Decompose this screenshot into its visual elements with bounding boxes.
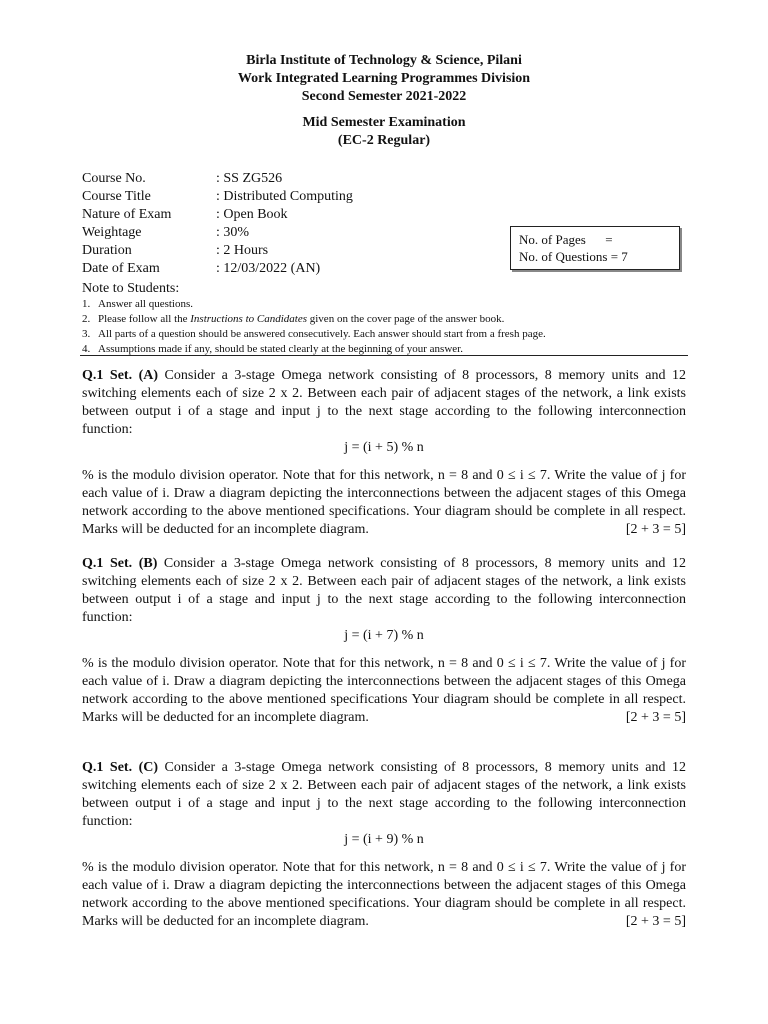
divider-line [80,355,688,356]
document-header [0,52,768,150]
question-body: % is the modulo division operator. Note that for this network, n = 8 and 0 ≤ i ≤ 7. Write the value of j for each value of i. Draw a diagram depicting the interconnections between the adjacent stages of this Omega network according to the above mentioned specifications. Your diagram should be complete in all respect. Marks will be deducted for an incomplete diagram. [82,468,686,537]
question-marks: [2 + 3 = 5] [625,710,686,725]
detail-value: : Distributed Computing [216,189,353,204]
institute-name: Birla Institute of Technology & Science, Pilani [246,53,522,68]
question-intro: Consider a 3-stage Omega network consisting of 8 processors, 8 memory units and 12 switching elements each of size 2 x 2. Between each pair of adjacent stages of the network, a link exists between output i of a stage and input j to the next stage according to the following interconnection function: [82,368,686,437]
detail-row [82,170,353,188]
question-set-b [82,555,686,727]
note-text-part: Answer all questions. [98,298,194,310]
pages-count: No. of Pages = [519,232,613,247]
detail-label: Weightage [82,225,142,240]
question-intro: Consider a 3-stage Omega network consisting of 8 processors, 8 memory units and 12 switching elements each of size 2 x 2. Between each pair of adjacent stages of the network, a link exists between output i of a stage and input j to the next stage according to the following interconnection function: [82,556,686,625]
question-set-a [82,367,686,539]
questions-count: No. of Questions = 7 [519,249,628,264]
note-number: 2. [82,313,91,325]
detail-label: Date of Exam [82,261,160,276]
question-formula: j = (i + 7) % n [344,628,424,643]
detail-row [82,260,353,278]
note-number: 1. [82,298,91,310]
semester: Second Semester 2021-2022 [301,89,467,104]
note-text-part: All parts of a question should be answered consecutively. Each answer should start from a fresh page. [98,328,546,340]
detail-label: Duration [82,243,132,258]
note-item [82,312,688,327]
detail-value: : SS ZG526 [216,171,283,186]
question-set-c [82,759,686,931]
division-name: Work Integrated Learning Programmes Division [237,71,531,86]
exam-details [82,170,353,278]
detail-value: : 2 Hours [216,243,269,258]
question-marks: [2 + 3 = 5] [625,522,686,537]
notes-title: Note to Students: [82,281,180,296]
pages-questions-box [510,226,680,270]
note-text [98,312,504,327]
note-item [82,327,688,342]
detail-value: : Open Book [216,207,288,222]
note-text [98,297,193,312]
exam-component: (EC-2 Regular) [337,133,431,148]
note-number: 3. [82,328,91,340]
detail-label: Nature of Exam [82,207,172,222]
detail-row [82,188,353,206]
question-formula: j = (i + 9) % n [344,832,424,847]
detail-row [82,242,353,260]
question-tag: Q.1 Set. (B) [82,556,158,571]
question-marks: [2 + 3 = 5] [625,914,686,929]
detail-label: Course No. [82,171,146,186]
question-formula: j = (i + 5) % n [344,440,424,455]
note-emphasis: Instructions to Candidates [190,313,307,325]
note-text-part: Assumptions made if any, should be stated clearly at the beginning of your answer. [98,343,463,355]
detail-value: : 30% [216,225,250,240]
question-body: % is the modulo division operator. Note that for this network, n = 8 and 0 ≤ i ≤ 7. Write the value of j for each value of i. Draw a diagram depicting the interconnections between the adjacent stages of this Omega network according to the above mentioned specifications. Your diagram should be complete in all respect. Marks will be deducted for an incomplete diagram. [82,860,686,929]
question-body: % is the modulo division operator. Note that for this network, n = 8 and 0 ≤ i ≤ 7. Write the value of j for each value of i. Draw a diagram depicting the interconnections between the adjacent stages of this Omega network according to the above mentioned specifications Your diagram should be complete in all respect. Marks will be deducted for an incomplete diagram. [82,656,686,725]
exam-title: Mid Semester Examination [302,115,466,130]
question-intro: Consider a 3-stage Omega network consisting of 8 processors, 8 memory units and 12 switching elements each of size 2 x 2. Between each pair of adjacent stages of the network, a link exists between output i of a stage and input j to the next stage according to the following interconnection function: [82,760,686,829]
question-tag: Q.1 Set. (C) [82,760,159,775]
note-number: 4. [82,343,91,355]
note-item [82,297,688,312]
notes-to-students [82,280,688,357]
detail-row [82,224,353,242]
note-text [98,327,546,342]
note-text-part: Please follow all the [98,313,191,325]
question-tag: Q.1 Set. (A) [82,368,159,383]
note-text-part: given on the cover page of the answer book. [307,313,505,325]
detail-value: : 12/03/2022 (AN) [216,261,321,276]
detail-label: Course Title [82,189,151,204]
detail-row [82,206,353,224]
